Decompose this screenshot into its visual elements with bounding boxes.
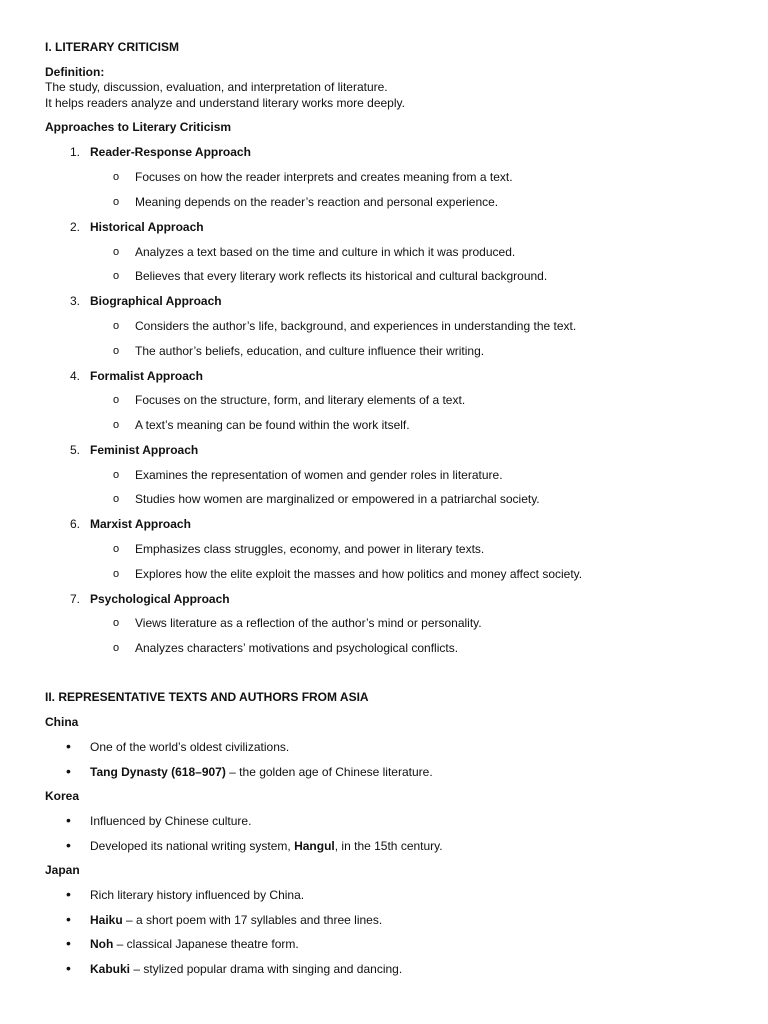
bullet-icon: • (66, 911, 71, 927)
definition-line: The study, discussion, evaluation, and interpretation of literature. (45, 80, 388, 94)
list-item (90, 962, 402, 977)
approach-name: Formalist Approach (90, 369, 203, 383)
approach-point: Explores how the elite exploit the masses and how politics and money affect society. (135, 567, 583, 581)
bullet-icon: • (66, 960, 71, 976)
bullet-icon: • (66, 837, 71, 853)
list-item (90, 913, 382, 928)
list-item (90, 937, 299, 952)
list-item (90, 839, 443, 854)
approach-name: Historical Approach (90, 220, 204, 234)
hollow-bullet-icon: o (113, 270, 120, 282)
approach-point: Emphasizes class struggles, economy, and power in literary texts. (135, 542, 485, 556)
approach-point: Focuses on the structure, form, and literary elements of a text. (135, 393, 466, 407)
approach-name: Marxist Approach (90, 517, 191, 531)
region-heading-china: China (45, 715, 79, 729)
list-item: Influenced by Chinese culture. (90, 814, 252, 828)
list-item-term: Noh (90, 937, 114, 951)
hollow-bullet-icon: o (113, 320, 120, 332)
approach-point: The author’s beliefs, education, and culture influence their writing. (135, 344, 485, 358)
approach-point: Meaning depends on the reader’s reaction and personal experience. (135, 195, 499, 209)
bullet-icon: • (66, 738, 71, 754)
list-item-description: – a short poem with 17 syllables and three lines. (122, 913, 383, 927)
approach-point: Analyzes a text based on the time and culture in which it was produced. (135, 245, 516, 259)
approach-number: 6. (69, 517, 80, 531)
region-heading-korea: Korea (45, 789, 80, 803)
hollow-bullet-icon: o (113, 345, 120, 357)
approach-point: Believes that every literary work reflects its historical and cultural background. (135, 269, 548, 283)
section-2-title: II. REPRESENTATIVE TEXTS AND AUTHORS FROM ASIA (45, 690, 369, 704)
hollow-bullet-icon: o (113, 617, 120, 629)
approach-name: Biographical Approach (90, 294, 222, 308)
approach-name: Reader-Response Approach (90, 145, 251, 159)
approach-number: 5. (69, 443, 80, 457)
hollow-bullet-icon: o (113, 568, 120, 580)
approach-point: Views literature as a reflection of the author’s mind or personality. (135, 616, 482, 630)
approach-number: 4. (69, 369, 80, 383)
hollow-bullet-icon: o (113, 394, 120, 406)
hollow-bullet-icon: o (113, 171, 120, 183)
list-item-term: Tang Dynasty (618–907) (90, 765, 226, 779)
hollow-bullet-icon: o (113, 543, 120, 555)
approach-number: 2. (69, 220, 80, 234)
approach-number: 7. (69, 592, 80, 606)
list-item: Rich literary history influenced by China. (90, 888, 305, 902)
approach-number: 3. (69, 294, 80, 308)
list-item (90, 765, 433, 780)
list-item: One of the world’s oldest civilizations. (90, 740, 290, 754)
approach-point: Studies how women are marginalized or empowered in a patriarchal society. (135, 492, 540, 506)
bullet-icon: • (66, 763, 71, 779)
approach-point: Examines the representation of women and gender roles in literature. (135, 468, 503, 482)
list-item-description: – the golden age of Chinese literature. (225, 765, 433, 779)
list-item-term: Kabuki (90, 962, 131, 976)
definition-line: It helps readers analyze and understand literary works more deeply. (45, 96, 405, 110)
hollow-bullet-icon: o (113, 642, 120, 654)
list-item-description: – classical Japanese theatre form. (113, 937, 299, 951)
section-1-title: I. LITERARY CRITICISM (45, 40, 180, 54)
list-item-text: Developed its national writing system, (90, 839, 295, 853)
hollow-bullet-icon: o (113, 469, 120, 481)
region-heading-japan: Japan (45, 863, 80, 877)
hollow-bullet-icon: o (113, 196, 120, 208)
bullet-icon: • (66, 812, 71, 828)
bullet-icon: • (66, 886, 71, 902)
approach-point: Focuses on how the reader interprets and creates meaning from a text. (135, 170, 513, 184)
hollow-bullet-icon: o (113, 419, 120, 431)
list-item-text: , in the 15th century. (334, 839, 443, 853)
list-item-term: Hangul (294, 839, 335, 853)
list-item-description: – stylized popular drama with singing and dancing. (130, 962, 403, 976)
approach-name: Psychological Approach (90, 592, 230, 606)
approach-name: Feminist Approach (90, 443, 199, 457)
bullet-icon: • (66, 935, 71, 951)
definition-label: Definition: (45, 65, 105, 79)
approach-point: Analyzes characters’ motivations and psychological conflicts. (135, 641, 459, 655)
list-item-term: Haiku (90, 913, 123, 927)
hollow-bullet-icon: o (113, 493, 120, 505)
approach-point: Considers the author’s life, background, and experiences in understanding the text. (135, 319, 577, 333)
approaches-heading: Approaches to Literary Criticism (45, 120, 232, 134)
hollow-bullet-icon: o (113, 246, 120, 258)
approach-number: 1. (69, 145, 80, 159)
approach-point: A text’s meaning can be found within the work itself. (135, 418, 410, 432)
